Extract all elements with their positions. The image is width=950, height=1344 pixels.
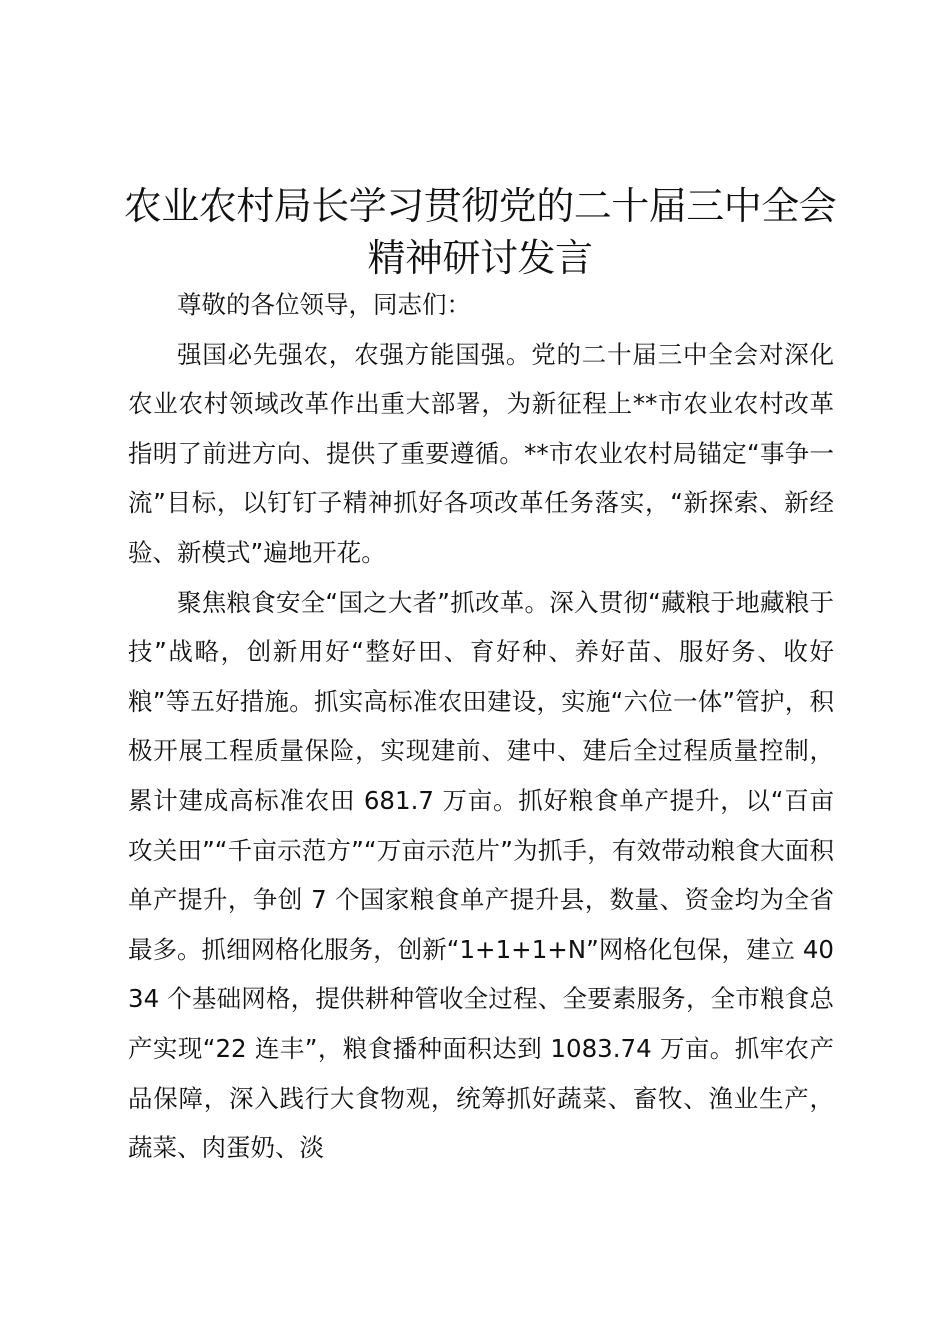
paragraph: 聚焦粮食安全“国之大者”抓改革。深入贯彻“藏粮于地藏粮于技”战略，创新用好“整好田、育好种、养好苗、服好务、收好粮”等五好措施。抓实高标准农田建设，实施“六位一体”管护，积极开展工程质量保险，实现建前、建中、建后全过程质量控制，累计建成高标准农田 681.7 万亩。抓好粮食单产提升，以“百亩攻关田”“千亩示范方”“万亩示范片”为抓手，有效带动粮食大面积单产提升，争创 7 个国家粮食单产提升县，数量、资金均为全省最多。抓细网格化服务，创新“1+1+1+N”网格化包保，建立 4034 个基础网格，提供耕种管收全过程、全要素服务，全市粮食总产实现“22 连丰”，粮食播种面积达到 1083.74 万亩。抓牢农产品保障，深入践行大食物观，统筹抓好蔬菜、畜牧、渔业生产，蔬菜、肉蛋奶、淡 [128,587,834,1163]
document-title: 农业农村局长学习贯彻党的二十届三中全会精神研讨发言 [123,184,837,280]
salutation: 尊敬的各位领导，同志们： [177,290,471,319]
document-body [128,280,834,1173]
paragraph: 强国必先强农，农强方能国强。党的二十届三中全会对深化农业农村领域改革作出重大部署，为新征程上**市农业农村改革指明了前进方向、提供了重要遵循。**市农业农村局锚定“事争一流”目标，以钉钉子精神抓好各项改革任务落实，“新探索、新经验、新模式”遍地开花。 [128,339,834,567]
